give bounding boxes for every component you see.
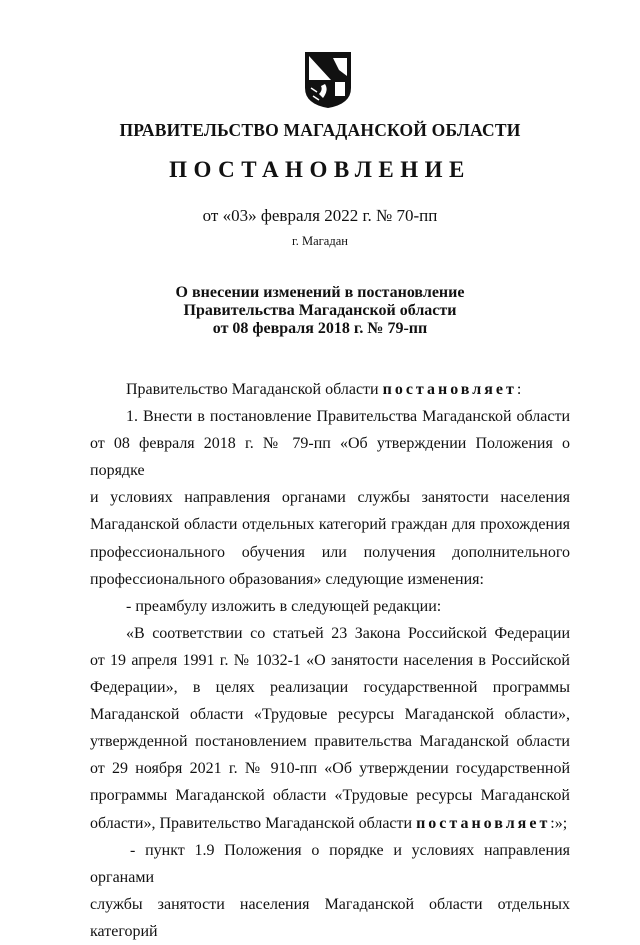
coat-of-arms-emblem: [303, 50, 353, 110]
point19-line: службы занятости населения Магаданской области отдельных категорий: [90, 895, 570, 940]
government-title: ПРАВИТЕЛЬСТВО МАГАДАНСКОЙ ОБЛАСТИ: [119, 120, 521, 140]
document-city: г. Магадан: [292, 234, 348, 248]
preamble-line: «В соответствии со статьей 23 Закона Российской Федерации: [126, 624, 570, 642]
preamble-line: от 29 ноября 2021 г. № 910-пп «Об утверждении государственной: [90, 760, 570, 778]
document-date-number: от «03» февраля 2022 г. № 70-пп: [202, 206, 438, 225]
intro-paragraph: Правительство Магаданской области постановляет:: [126, 381, 522, 398]
preamble-line: программы Магаданской области «Трудовые ресурсы Магаданской: [90, 787, 570, 805]
subject-line: от 08 февраля 2018 г. № 79-пп: [212, 320, 428, 337]
item1-line: Магаданской области отдельных категорий граждан для прохождения: [90, 516, 570, 534]
item1-line: профессионального обучения или получения дополнительного: [90, 543, 570, 561]
item1-line: профессионального образования» следующие изменения:: [90, 570, 484, 588]
item1-line: и условиях направления органами службы занятости населения: [90, 489, 570, 507]
document-subject: [0, 284, 640, 338]
decree-word: постановляет: [416, 814, 551, 832]
preamble-line: от 19 апреля 1991 г. № 1032-1 «О занятости населения в Российской: [90, 651, 570, 669]
preamble-line: Федерации», в целях реализации государственной программы: [90, 679, 570, 697]
subject-line: О внесении изменений в постановление: [175, 284, 465, 301]
item1-line: от 08 февраля 2018 г. № 79-пп «Об утверждении Положения о порядке: [90, 435, 570, 480]
subject-line: Правительства Магаданской области: [183, 302, 457, 319]
decree-word: постановляет: [382, 381, 517, 398]
document-body: [90, 376, 570, 945]
preamble-line: области», Правительство Магаданской области постановляет:»;: [90, 814, 568, 832]
item1-line: 1. Внести в постановление Правительства Магаданской области: [126, 408, 570, 426]
point19-line: - пункт 1.9 Положения о порядке и условиях направления органами: [90, 841, 570, 886]
document-type: ПОСТАНОВЛЕНИЕ: [169, 157, 471, 182]
preamble-line: утвержденной постановлением правительства Магаданской области: [90, 733, 570, 751]
preamble-line: Магаданской области «Трудовые ресурсы Магаданской области»,: [90, 706, 570, 724]
preamble-instruction: - преамбулу изложить в следующей редакции:: [126, 597, 442, 615]
